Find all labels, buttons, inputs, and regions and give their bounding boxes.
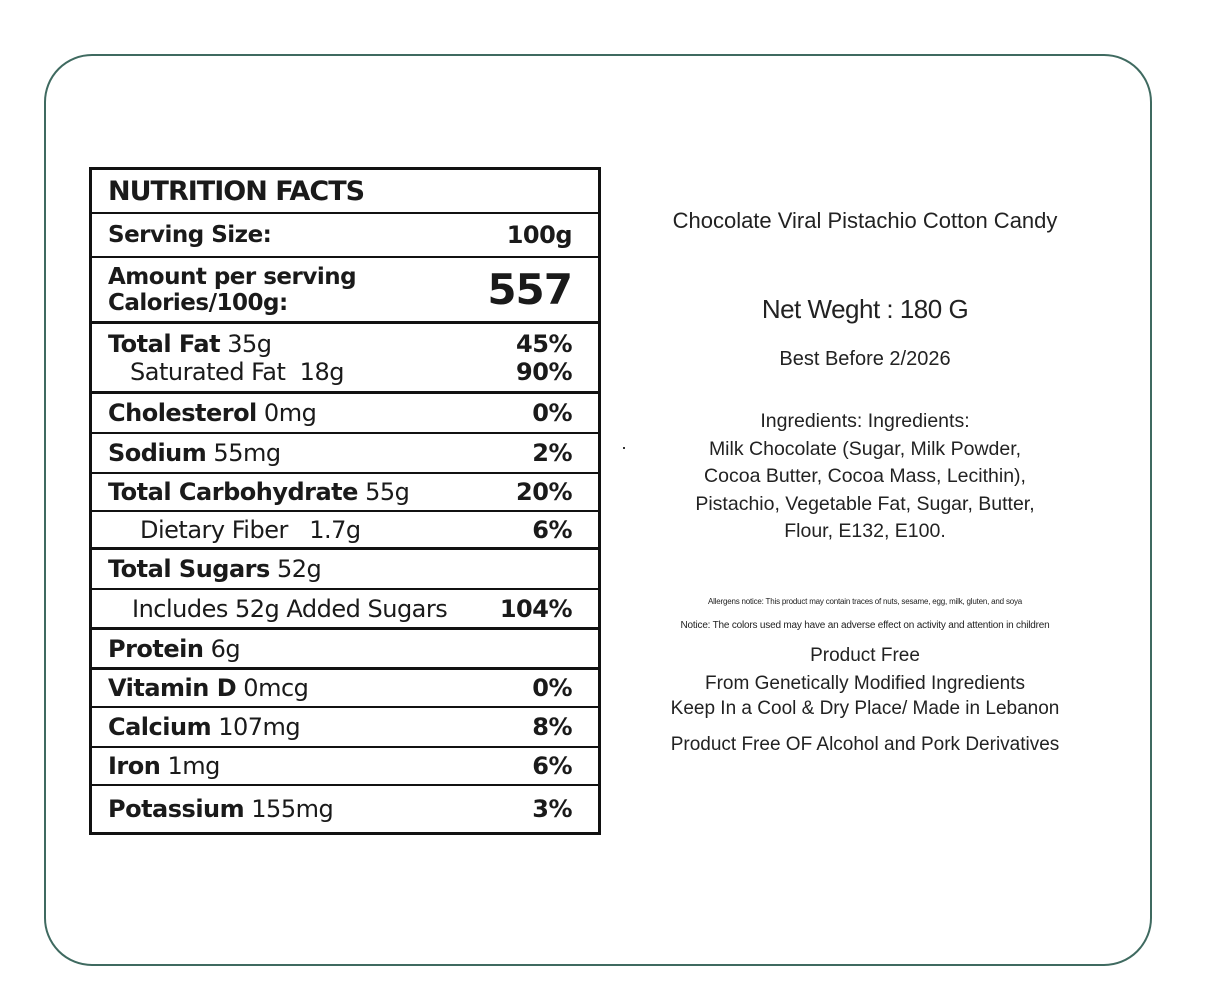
iron-dv: 6%: [532, 752, 572, 780]
total-sugars-row: [92, 550, 598, 590]
vitamin-d-amount: 0mcg: [243, 674, 309, 702]
fat-row: [92, 324, 598, 394]
sodium-dv: 2%: [532, 439, 572, 467]
dietary-fiber-label: Dietary Fiber: [140, 515, 288, 544]
gmo-free-block: [620, 642, 1110, 698]
total-sugars-amount: 52g: [276, 555, 322, 583]
dietary-fiber-dv: 6%: [532, 515, 572, 544]
total-carb-dv: 20%: [516, 478, 572, 506]
saturated-fat-amount: 18g: [299, 357, 344, 386]
total-fat-amount: 35g: [227, 329, 272, 358]
cholesterol-dv: 0%: [532, 399, 572, 427]
sodium-label: Sodium: [108, 439, 207, 467]
cholesterol-amount: 0mg: [263, 399, 317, 427]
calories-value: 557: [487, 265, 572, 314]
protein-label: Protein: [108, 634, 204, 663]
calcium-label: Calcium: [108, 713, 212, 741]
iron-amount: 1mg: [167, 752, 220, 780]
potassium-dv: 3%: [532, 795, 572, 823]
ingredients-line: Ingredients: Ingredients:: [760, 410, 970, 432]
total-fat-line: [108, 330, 572, 358]
saturated-fat-dv: 90%: [516, 357, 572, 386]
sodium-row: [92, 434, 598, 474]
calcium-dv: 8%: [532, 713, 572, 741]
ingredients-line: Pistachio, Vegetable Fat, Sugar, Butter,: [695, 492, 1035, 515]
vitamin-d-row: [92, 670, 598, 708]
net-weight: Net Weght : 180 G: [761, 294, 969, 324]
added-sugars-dv: 104%: [499, 594, 572, 623]
saturated-fat-label: Saturated Fat: [130, 357, 286, 386]
ingredients-line: Cocoa Butter, Cocoa Mass, Lecithin),: [704, 465, 1026, 487]
storage-note: Keep In a Cool & Dry Place/ Made in Lebanon: [670, 698, 1060, 719]
saturated-fat-line: [108, 358, 572, 386]
product-name: Chocolate Viral Pistachio Cotton Candy: [672, 208, 1058, 233]
colors-notice: Notice: The colors used may have an adverse effect on activity and attention in children: [680, 620, 1050, 631]
vitamin-d-dv: 0%: [532, 674, 572, 702]
alcohol-free-note: Product Free OF Alcohol and Pork Derivatives: [670, 734, 1060, 755]
calories-label: Calories/100g:: [108, 289, 288, 316]
dietary-fiber-row: [92, 512, 598, 550]
protein-row: [92, 630, 598, 670]
nutrition-facts-panel: [89, 167, 601, 835]
serving-size-row: [92, 214, 598, 258]
serving-size-value: 100g: [506, 221, 572, 249]
ingredients-line: Milk Chocolate (Sugar, Milk Powder,: [708, 437, 1022, 460]
gmo-line-1: Product Free: [810, 645, 920, 666]
nutrition-title-row: [92, 170, 598, 214]
total-fat-label: Total Fat: [108, 329, 221, 358]
total-sugars-label: Total Sugars: [108, 555, 270, 583]
cholesterol-label: Cholesterol: [108, 399, 257, 427]
total-carb-label: Total Carbohydrate: [108, 478, 358, 506]
total-fat-dv: 45%: [516, 329, 572, 358]
vitamin-d-label: Vitamin D: [108, 674, 237, 702]
potassium-row: [92, 786, 598, 832]
total-carb-amount: 55g: [365, 478, 410, 506]
ingredients-line: Flour, E132, E100.: [784, 520, 946, 542]
iron-row: [92, 748, 598, 786]
total-carb-row: [92, 474, 598, 512]
iron-label: Iron: [108, 752, 161, 780]
cholesterol-row: [92, 394, 598, 434]
nutrition-title: NUTRITION FACTS: [108, 175, 365, 207]
allergens-notice: Allergens notice: This product may contain traces of nuts, sesame, egg, milk, gluten, and soya: [707, 597, 1023, 606]
potassium-label: Potassium: [108, 795, 245, 823]
protein-amount: 6g: [210, 634, 241, 663]
ingredients-block: [620, 408, 1110, 546]
calcium-row: [92, 708, 598, 748]
added-sugars-label: Includes 52g Added Sugars: [132, 594, 448, 623]
serving-size-label: Serving Size:: [108, 222, 272, 248]
sodium-amount: 55mg: [213, 439, 281, 467]
calories-labels: [108, 264, 487, 316]
potassium-amount: 155mg: [251, 795, 334, 823]
amount-per-serving-label: Amount per serving: [108, 263, 357, 290]
gmo-line-2: From Genetically Modified Ingredients: [705, 673, 1025, 694]
dietary-fiber-amount: 1.7g: [309, 515, 361, 544]
calcium-amount: 107mg: [218, 713, 301, 741]
added-sugars-row: [92, 590, 598, 630]
calories-row: [92, 258, 598, 324]
best-before: Best Before 2/2026: [779, 348, 951, 370]
